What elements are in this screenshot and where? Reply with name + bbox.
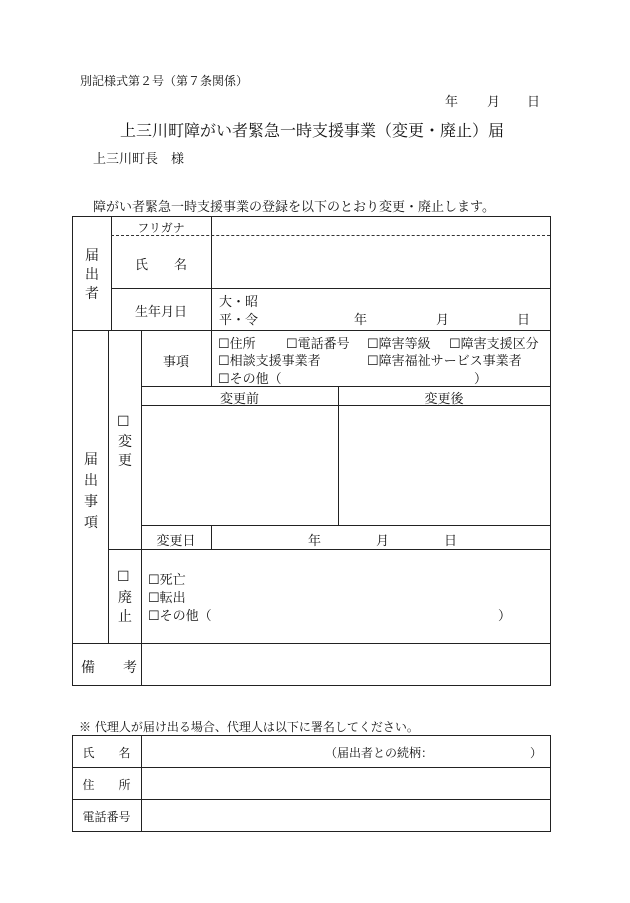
- change-month-label: 月: [376, 534, 390, 549]
- abolish-other-close: ）: [498, 609, 512, 624]
- addressee: 上三川町長 様: [93, 152, 185, 167]
- agent-relation-close: ）: [530, 746, 543, 760]
- furigana-field[interactable]: [215, 219, 545, 234]
- abolish-option-death[interactable]: ☐死亡: [148, 573, 186, 588]
- agent-relation-label: （届出者との続柄：: [325, 746, 434, 760]
- agent-name-label: 氏 名: [82, 746, 131, 760]
- option-welfare-provider[interactable]: ☐障害福祉サービス事業者: [367, 354, 522, 369]
- change-day-label: 日: [444, 534, 458, 549]
- option-consultation-provider[interactable]: ☐相談支援事業者: [218, 354, 321, 369]
- item-label: 事項: [162, 355, 189, 370]
- era-options-2[interactable]: 平・令: [219, 313, 259, 328]
- birth-month-label: 月: [436, 313, 450, 328]
- birth-date-label: 生年月日: [134, 305, 187, 320]
- date-day-label: 日: [527, 95, 541, 110]
- before-change-field[interactable]: [145, 409, 334, 521]
- after-change-field[interactable]: [342, 409, 546, 521]
- notification-section-label: 届 出 事 項: [84, 452, 98, 531]
- abolish-checkbox[interactable]: ☐: [117, 569, 130, 585]
- before-change-header: 変更前: [219, 392, 259, 407]
- era-options-1[interactable]: 大・昭: [219, 295, 259, 310]
- agent-note: ※ 代理人が届け出る場合、代理人は以下に署名してください。: [79, 720, 419, 734]
- abolish-option-other[interactable]: ☐その他（: [148, 609, 212, 624]
- name-field[interactable]: [215, 241, 545, 285]
- option-address[interactable]: ☐住所: [218, 337, 256, 352]
- birth-day-label: 日: [517, 313, 531, 328]
- change-year-label: 年: [308, 534, 322, 549]
- change-checkbox[interactable]: ☐: [117, 414, 130, 430]
- abolish-option-moved-out[interactable]: ☐転出: [148, 591, 186, 606]
- option-phone[interactable]: ☐電話番号: [286, 337, 350, 352]
- change-label: 変 更: [118, 434, 132, 469]
- birth-year-label: 年: [354, 313, 368, 328]
- option-other[interactable]: ☐その他（: [218, 372, 282, 387]
- date-year-label: 年: [445, 95, 459, 110]
- option-other-close: ）: [474, 372, 488, 387]
- name-label: 氏 名: [134, 258, 187, 273]
- abolish-label: 廃 止: [118, 590, 132, 625]
- applicant-section-label: 届 出 者: [85, 248, 99, 302]
- agent-phone-label: 電話番号: [82, 810, 131, 824]
- intro-text: 障がい者緊急一時支援事業の登録を以下のとおり変更・廃止します。: [93, 200, 495, 215]
- form-reference: 別記様式第２号（第７条関係）: [80, 74, 249, 88]
- remarks-field[interactable]: [146, 648, 546, 682]
- option-disability-grade[interactable]: ☐障害等級: [367, 337, 431, 352]
- form-title: 上三川町障がい者緊急一時支援事業（変更・廃止）届: [120, 121, 505, 140]
- date-month-label: 月: [487, 95, 501, 110]
- agent-address-label: 住 所: [82, 778, 131, 792]
- after-change-header: 変更後: [424, 392, 464, 407]
- furigana-label: フリガナ: [137, 221, 185, 235]
- remarks-label: 備 考: [81, 660, 137, 676]
- option-support-category[interactable]: ☐障害支援区分: [449, 337, 539, 352]
- change-date-label: 変更日: [156, 534, 196, 549]
